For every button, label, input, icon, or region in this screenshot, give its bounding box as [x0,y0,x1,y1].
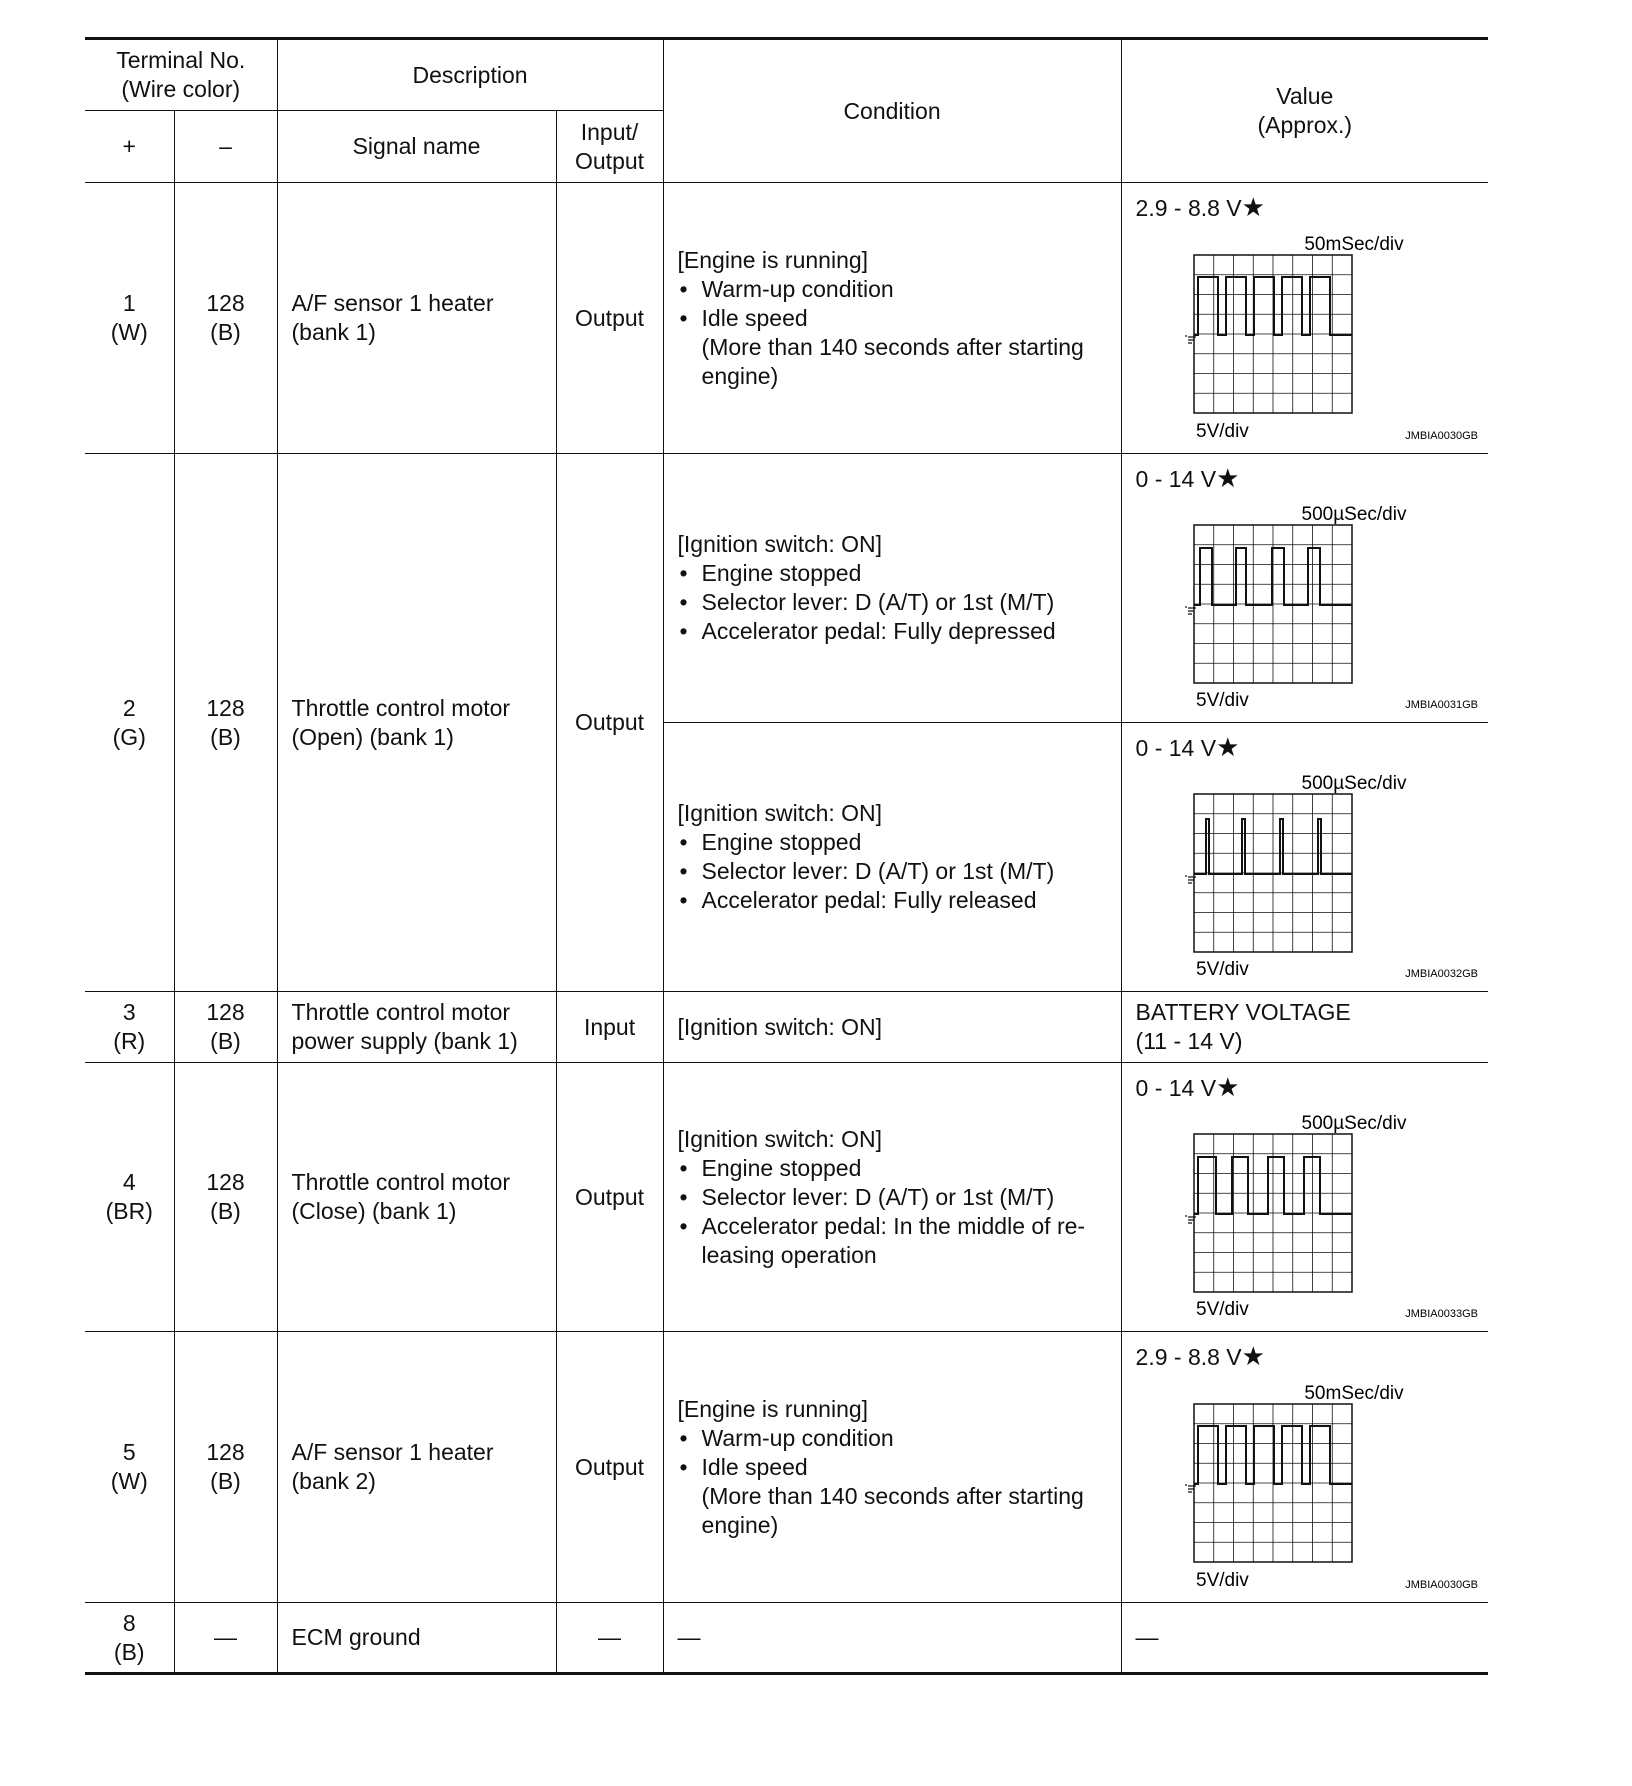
io-cell: — [556,1603,663,1674]
terminal-number: 2 [122,694,136,721]
io-header-line2: Output [575,147,645,174]
star-icon: ★ [1216,732,1240,762]
condition-item: • Engine stopped [678,1154,1113,1183]
io-cell: Output [556,1063,663,1332]
condition-note: (More than 140 seconds after starting [701,1482,1084,1509]
condition-item: • Selector lever: D (A/T) or 1st (M/T) [678,857,1113,886]
table-row-terminal-5 [85,1332,1488,1603]
io-cell: Output [556,183,663,454]
io-header [556,111,663,183]
condition-item: • Engine stopped [678,559,1113,588]
value-cell [1121,183,1488,454]
terminal-number: 3 [122,999,136,1025]
volt-div-label: 5V/div [1195,1299,1249,1320]
condition-item: • Warm-up condition [678,1424,1113,1453]
terminal-header-line2: (Wire color) [121,76,241,102]
time-div-label: 500µSec/div [1301,773,1407,794]
io-cell: Output [556,1332,663,1603]
value-cell [1121,723,1488,992]
terminal-number: 128 [206,694,245,721]
value-range: 2.9 - 8.8 V [1135,195,1242,221]
terminal-plus-cell [85,1603,174,1674]
signal-name-line2: (Close) (bank 1) [291,1198,457,1224]
terminal-plus-cell [85,992,174,1063]
terminal-minus-cell [174,183,277,454]
condition-cell [663,723,1121,992]
wire-color: (B) [210,1468,241,1494]
time-div-label: 50mSec/div [1303,1383,1404,1404]
wire-color: (R) [113,1028,146,1054]
signal-name-cell [277,183,556,454]
io-header-line1: Input/ [580,118,639,145]
condition-cell: [Ignition switch: ON] [663,992,1121,1063]
table-row-terminal-1 [85,183,1488,454]
condition-item: • Accelerator pedal: In the middle of re- [678,1212,1113,1241]
terminal-number: 8 [122,1609,136,1636]
value-range: 2.9 - 8.8 V [1135,1344,1242,1370]
signal-name-line2: (Open) (bank 1) [291,723,454,750]
signal-name-line1: Throttle control motor [291,999,511,1025]
condition-note: (More than 140 seconds after starting [701,333,1084,360]
signal-name-line1: Throttle control motor [291,694,511,721]
signal-name-line1: A/F sensor 1 heater [291,1439,494,1465]
condition-item: • Idle speed [678,1453,1113,1482]
terminal-minus-cell [174,1332,277,1603]
terminal-table [85,37,1488,1675]
condition-head: [Ignition switch: ON] [677,800,883,826]
condition-cell [663,1332,1121,1603]
condition-header: Condition [663,39,1121,183]
io-cell: Input [556,992,663,1063]
value-cell: — [1121,1603,1488,1674]
value-header-line1: Value [1276,83,1334,109]
volt-div-label: 5V/div [1195,1570,1249,1591]
terminal-number: 128 [206,1169,245,1195]
signal-name-header: Signal name [277,111,556,183]
signal-name-cell [277,1332,556,1603]
value-line2: (11 - 14 V) [1135,1028,1243,1054]
terminal-header [85,39,277,111]
condition-item: • Selector lever: D (A/T) or 1st (M/T) [678,1183,1113,1212]
star-icon: ★ [1241,192,1265,222]
terminal-number: 128 [206,1439,245,1465]
volt-div-label: 5V/div [1195,421,1249,442]
oscilloscope-waveform [1122,1063,1489,1331]
condition-note: engine) [701,1511,779,1538]
value-range: 0 - 14 V [1135,735,1217,761]
value-cell [1121,1332,1488,1603]
wire-color: (W) [110,1468,148,1494]
waveform-trace [1194,548,1352,605]
value-line1: BATTERY VOLTAGE [1135,999,1351,1025]
oscilloscope-waveform [1122,183,1489,453]
condition-cell [663,183,1121,454]
oscilloscope-waveform [1122,723,1489,991]
figure-code: JMBIA0033GB [1404,1308,1478,1320]
value-header-line2: (Approx.) [1257,112,1353,138]
description-header: Description [277,39,663,111]
time-div-label: 50mSec/div [1303,234,1404,255]
signal-name-line1: A/F sensor 1 heater [291,290,494,316]
signal-name-line1: Throttle control motor [291,1169,511,1195]
table-row-terminal-8 [85,1603,1488,1674]
terminal-number: 128 [206,999,245,1025]
wire-color: (G) [112,723,146,750]
oscilloscope-waveform [1122,454,1489,722]
volt-div-label: 5V/div [1195,690,1249,711]
wire-color: (B) [210,723,241,750]
condition-cell: — [663,1603,1121,1674]
condition-head: [Engine is running] [677,246,869,273]
signal-name-cell [277,1063,556,1332]
wire-color: (B) [210,1198,241,1224]
terminal-number: 128 [206,290,245,316]
wire-color: (W) [110,319,148,345]
value-range: 0 - 14 V [1135,466,1217,492]
condition-head: [Ignition switch: ON] [677,531,883,557]
oscilloscope-waveform [1122,1332,1489,1602]
table-row-terminal-4 [85,1063,1488,1332]
value-range: 0 - 14 V [1135,1075,1217,1101]
condition-item: • Accelerator pedal: Fully released [678,886,1113,915]
condition-item: • Accelerator pedal: Fully depressed [678,617,1113,646]
table-row-terminal-3 [85,992,1488,1063]
terminal-plus-cell [85,1063,174,1332]
terminal-minus-cell: — [174,1603,277,1674]
wire-color: (BR) [105,1198,153,1224]
star-icon: ★ [1241,1341,1265,1371]
signal-name-line2: (bank 2) [291,1468,376,1494]
terminal-minus-cell [174,992,277,1063]
time-div-label: 500µSec/div [1301,1113,1407,1134]
header-row-1 [85,39,1488,111]
signal-name-cell [277,992,556,1063]
wire-color: (B) [113,1638,145,1665]
terminal-number: 4 [122,1169,136,1195]
wire-color: (B) [210,319,241,345]
figure-code: JMBIA0031GB [1404,699,1478,711]
figure-code: JMBIA0030GB [1404,430,1478,442]
condition-item: • Idle speed [678,304,1113,333]
waveform-trace [1194,277,1352,335]
condition-head: [Engine is running] [677,1395,869,1422]
terminal-header-line1: Terminal No. [116,47,246,73]
minus-header: – [174,111,277,183]
terminal-number: 5 [122,1439,136,1465]
condition-cell [663,454,1121,723]
volt-div-label: 5V/div [1195,959,1249,980]
table-row-terminal-2 [85,454,1488,723]
time-div-label: 500µSec/div [1301,504,1407,525]
value-cell [1121,1063,1488,1332]
value-cell [1121,992,1488,1063]
figure-code: JMBIA0030GB [1404,1579,1478,1591]
value-header [1121,39,1488,183]
condition-note: engine) [701,362,779,389]
signal-name-line2: power supply (bank 1) [291,1028,518,1054]
condition-head: [Ignition switch: ON] [677,1125,883,1152]
signal-name-cell [277,454,556,992]
condition-cell [663,1063,1121,1332]
value-cell [1121,454,1488,723]
terminal-plus-cell [85,454,174,992]
io-cell: Output [556,454,663,992]
condition-note: leasing operation [701,1241,877,1268]
terminal-plus-cell [85,183,174,454]
signal-name-cell: ECM ground [277,1603,556,1674]
condition-item: • Engine stopped [678,828,1113,857]
star-icon: ★ [1216,463,1240,493]
plus-header: + [85,111,174,183]
waveform-trace [1194,1426,1352,1484]
condition-item: • Selector lever: D (A/T) or 1st (M/T) [678,588,1113,617]
signal-name-line2: (bank 1) [291,319,376,345]
wire-color: (B) [210,1028,241,1054]
terminal-minus-cell [174,1063,277,1332]
star-icon: ★ [1216,1072,1240,1102]
terminal-minus-cell [174,454,277,992]
condition-item: • Warm-up condition [678,275,1113,304]
figure-code: JMBIA0032GB [1404,968,1478,980]
terminal-plus-cell [85,1332,174,1603]
terminal-number: 1 [122,290,136,316]
